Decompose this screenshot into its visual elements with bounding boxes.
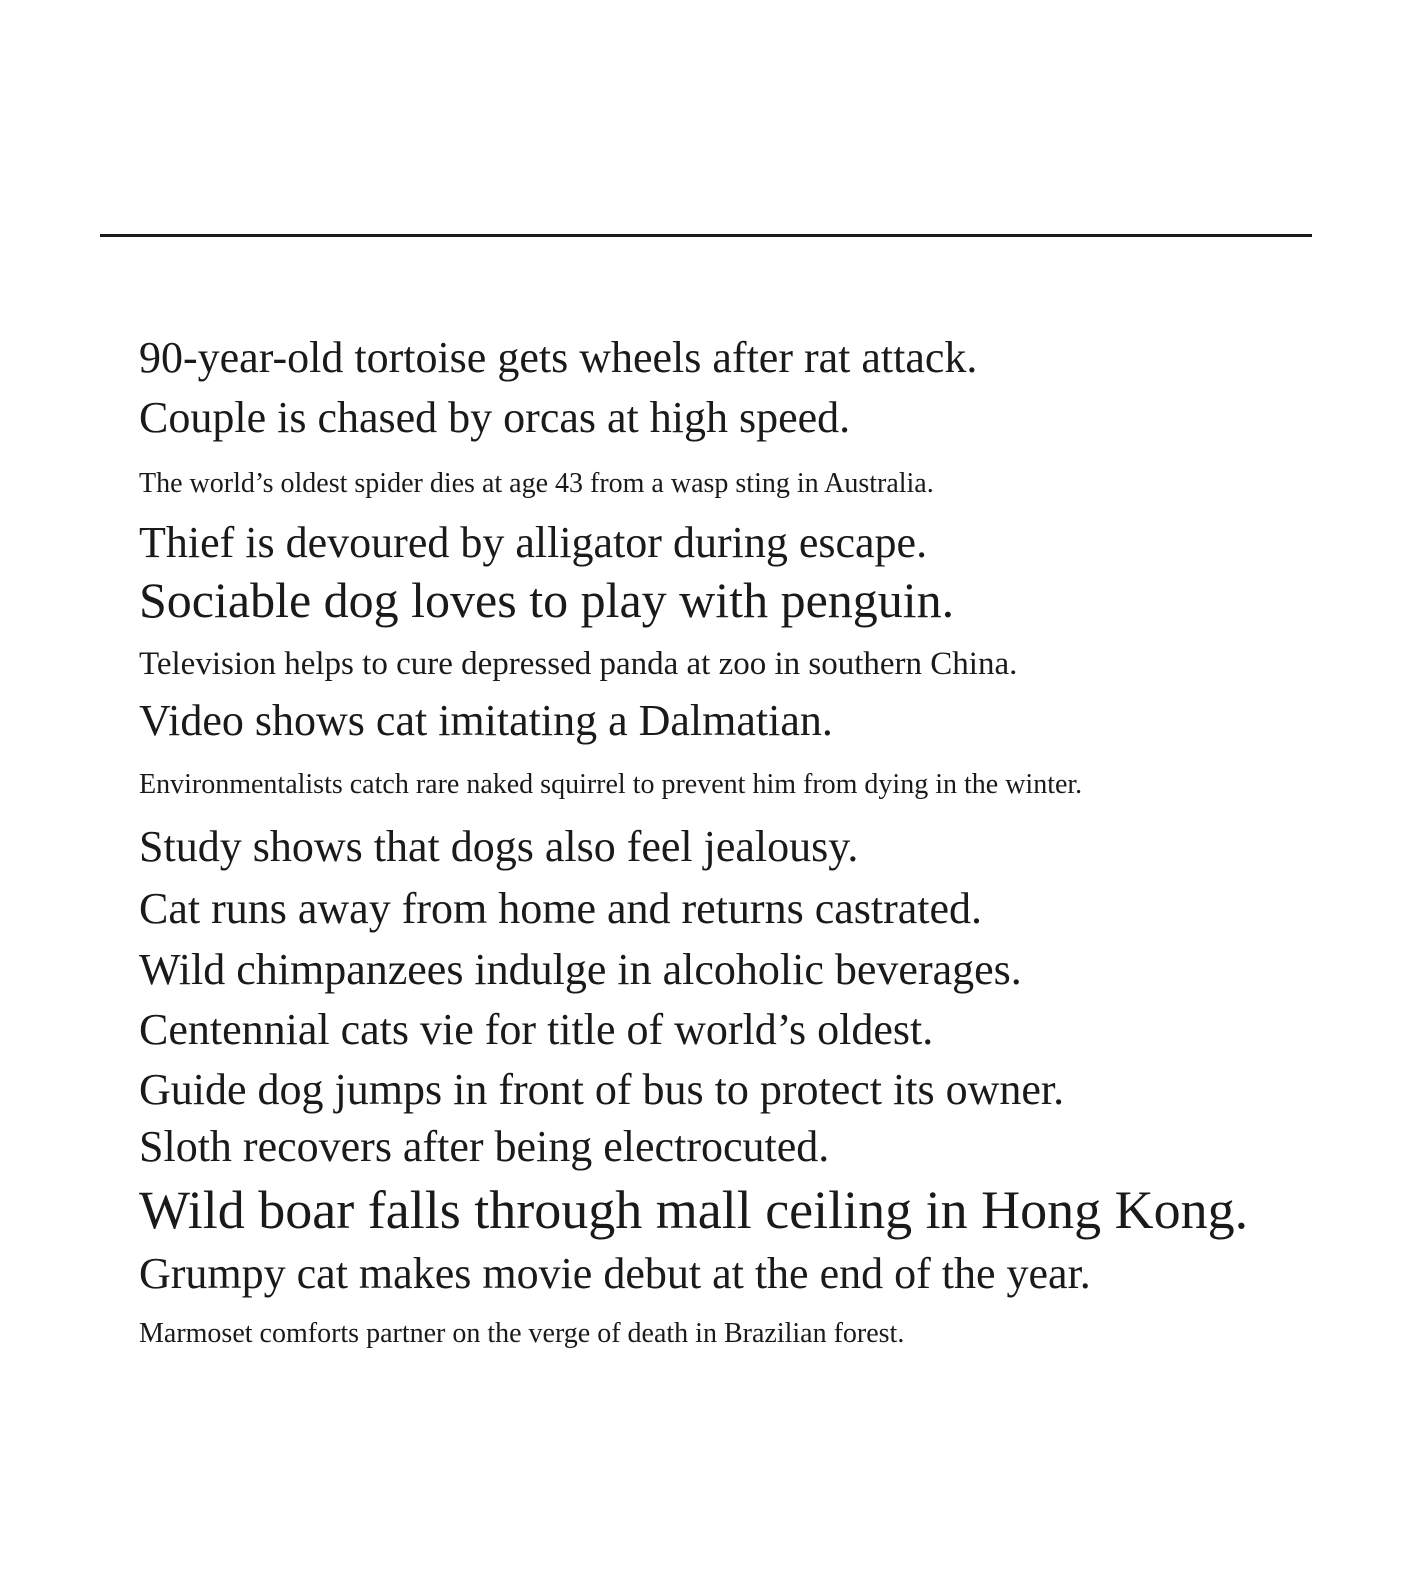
headline-guide-dog: Guide dog jumps in front of bus to protect its owner. bbox=[139, 1065, 1065, 1114]
headline-sloth: Sloth recovers after being electrocuted. bbox=[139, 1122, 830, 1171]
headline-orcas: Couple is chased by orcas at high speed. bbox=[139, 393, 851, 442]
headline-centennial: Centennial cats vie for title of world’s oldest. bbox=[139, 1005, 934, 1054]
headline-alligator: Thief is devoured by alligator during escape. bbox=[139, 518, 928, 567]
headline-chimpanzees: Wild chimpanzees indulge in alcoholic beverages. bbox=[139, 945, 1022, 994]
headline-penguin: Sociable dog loves to play with penguin. bbox=[139, 572, 955, 628]
headline-tortoise: 90-year-old tortoise gets wheels after rat attack. bbox=[139, 333, 978, 382]
top-divider-rule bbox=[100, 234, 1312, 237]
headline-wild-boar: Wild boar falls through mall ceiling in Hong Kong. bbox=[139, 1180, 1249, 1240]
headline-castrated: Cat runs away from home and returns castrated. bbox=[139, 884, 983, 933]
headline-marmoset: Marmoset comforts partner on the verge of death in Brazilian forest. bbox=[139, 1318, 905, 1349]
headline-squirrel: Environmentalists catch rare naked squirrel to prevent him from dying in the winter. bbox=[139, 769, 1083, 800]
headline-grumpy-cat: Grumpy cat makes movie debut at the end of the year. bbox=[139, 1249, 1091, 1298]
headline-jealousy: Study shows that dogs also feel jealousy. bbox=[139, 822, 859, 871]
headline-panda: Television helps to cure depressed panda at zoo in southern China. bbox=[139, 646, 1018, 682]
headline-spider: The world’s oldest spider dies at age 43 from a wasp sting in Australia. bbox=[139, 468, 934, 499]
headline-dalmatian: Video shows cat imitating a Dalmatian. bbox=[139, 696, 833, 745]
